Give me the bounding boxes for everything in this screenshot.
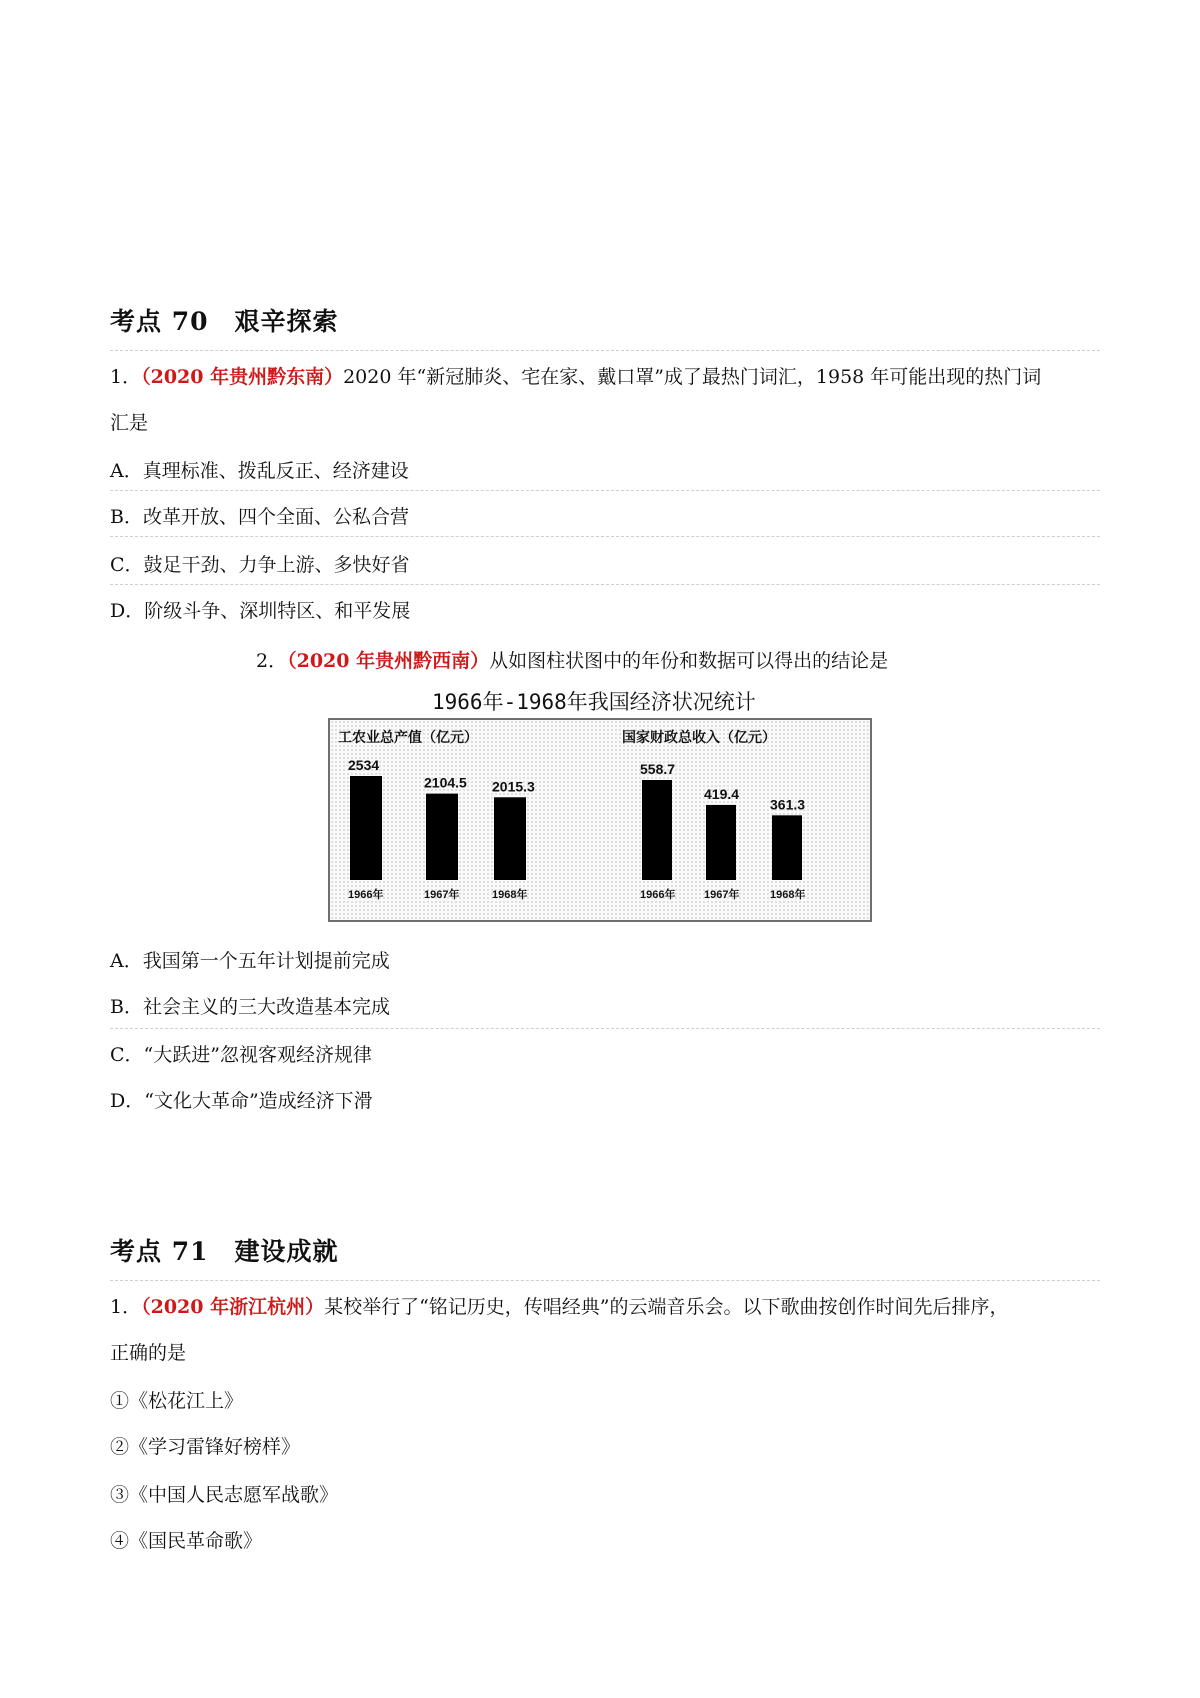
bar-1-2 bbox=[426, 794, 458, 880]
bar-chart bbox=[328, 718, 872, 922]
tick-label-1-1: 1966年 bbox=[348, 889, 384, 901]
section-heading-70: 考点 70 艰辛探索 bbox=[110, 307, 339, 336]
data-label-1-1: 2534 bbox=[348, 757, 380, 773]
question-2-stem bbox=[256, 646, 888, 673]
option-a[interactable]: A．我国第一个五年计划提前完成 bbox=[110, 950, 390, 972]
data-label-2-2: 419.4 bbox=[704, 785, 740, 802]
data-label-2-3: 361.3 bbox=[770, 796, 806, 813]
chart-title: 1966年-1968年我国经济状况统计 bbox=[432, 690, 756, 714]
option-b[interactable]: B．社会主义的三大改造基本完成 bbox=[110, 996, 390, 1018]
tick-label-2-2: 1967年 bbox=[704, 889, 740, 901]
bar-2-3 bbox=[772, 815, 802, 880]
divider bbox=[110, 536, 1100, 537]
divider bbox=[110, 350, 1100, 351]
option-c[interactable]: C．鼓足干劲、力争上游、多快好省 bbox=[110, 554, 410, 576]
divider bbox=[110, 490, 1100, 491]
option-b[interactable]: B．改革开放、四个全面、公私合营 bbox=[110, 506, 409, 528]
section-heading-71: 考点 71 建设成就 bbox=[110, 1237, 339, 1266]
question-number: 1． bbox=[110, 366, 142, 388]
song-item-4: ④《国民革命歌》 bbox=[110, 1530, 263, 1552]
question-text-continued: 正确的是 bbox=[110, 1342, 187, 1364]
question-text: 某校举行了“铭记历史，传唱经典”的云端音乐会。以下歌曲按创作时间先后排序， bbox=[324, 1296, 1009, 1318]
question-number: 1． bbox=[110, 1296, 142, 1318]
question-1-stem bbox=[110, 362, 1041, 389]
bar-1-3 bbox=[494, 797, 526, 880]
question-number: 2． bbox=[256, 650, 288, 672]
bar-2-2 bbox=[706, 805, 736, 880]
question-source: （2020 年浙江杭州） bbox=[141, 1296, 325, 1318]
tick-label-2-3: 1968年 bbox=[770, 889, 806, 901]
song-item-3: ③《中国人民志愿军战歌》 bbox=[110, 1484, 339, 1506]
option-c[interactable]: C．“大跃进”忽视客观经济规律 bbox=[110, 1044, 372, 1066]
tick-label-1-3: 1968年 bbox=[492, 889, 528, 901]
question-text: 2020 年“新冠肺炎、宅在家、戴口罩”成了最热门词汇，1958 年可能出现的热门词 bbox=[343, 366, 1042, 388]
tick-label-2-1: 1966年 bbox=[640, 889, 676, 901]
question-1-stem bbox=[110, 1292, 1009, 1319]
question-source: （2020 年贵州黔东南） bbox=[141, 366, 344, 388]
series-label-1: 工农业总产值（亿元） bbox=[338, 729, 478, 745]
option-d[interactable]: D．阶级斗争、深圳特区、和平发展 bbox=[110, 600, 411, 622]
bar-2-1 bbox=[642, 780, 672, 880]
question-source: （2020 年贵州黔西南） bbox=[287, 650, 490, 672]
data-label-1-3: 2015.3 bbox=[492, 778, 535, 795]
song-item-1: ①《松花江上》 bbox=[110, 1390, 244, 1412]
divider bbox=[110, 1280, 1100, 1281]
chart-canvas bbox=[330, 720, 870, 920]
option-a[interactable]: A．真理标准、拨乱反正、经济建设 bbox=[110, 460, 409, 482]
bar-1-1 bbox=[350, 776, 382, 880]
song-item-2: ②《学习雷锋好榜样》 bbox=[110, 1436, 301, 1458]
divider bbox=[110, 1028, 1100, 1029]
series-label-2: 国家财政总收入（亿元） bbox=[622, 729, 776, 745]
data-label-1-2: 2104.5 bbox=[424, 774, 467, 791]
option-d[interactable]: D．“文化大革命”造成经济下滑 bbox=[110, 1090, 373, 1112]
divider bbox=[110, 584, 1100, 585]
question-text-continued: 汇是 bbox=[110, 412, 149, 434]
tick-label-1-2: 1967年 bbox=[424, 889, 460, 901]
data-label-2-1: 558.7 bbox=[640, 761, 676, 777]
question-text: 从如图柱状图中的年份和数据可以得出的结论是 bbox=[489, 650, 889, 672]
